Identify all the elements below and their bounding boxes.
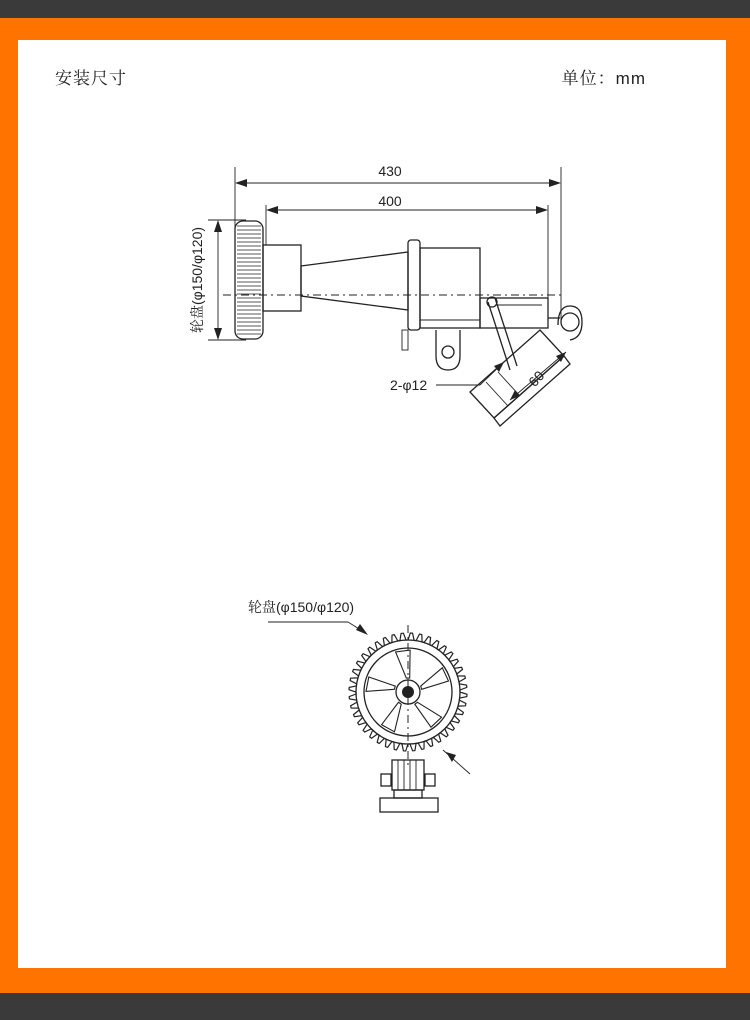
linkage-arm <box>480 297 548 370</box>
orange-frame <box>0 18 750 993</box>
dimension-400 <box>266 193 548 320</box>
side-view-drawing <box>18 40 726 480</box>
knurled-wheel-side <box>235 221 263 339</box>
housing <box>420 248 480 328</box>
hub-block <box>263 245 301 311</box>
wheel-leader-arrow <box>268 622 368 635</box>
gear-wheel-front <box>349 625 467 765</box>
top-dark-bar <box>0 0 750 18</box>
right-arrow <box>443 750 470 774</box>
front-view-drawing <box>18 580 726 860</box>
mounting-ear <box>402 330 460 370</box>
angled-bracket <box>470 330 570 426</box>
unit-label: 单位：mm <box>561 69 646 88</box>
dim-430-label: 430 <box>378 163 402 179</box>
drawing-panel <box>18 40 726 968</box>
flange <box>408 240 420 330</box>
page-title: 安装尺寸 <box>55 69 127 88</box>
hook <box>548 306 582 340</box>
wheel-label-front: 轮盘(φ150/φ120) <box>248 599 355 615</box>
base-mount-front <box>380 760 438 812</box>
dimension-430 <box>235 163 561 320</box>
dim-400-label: 400 <box>378 193 402 209</box>
bracket-dim-label: 60 <box>525 367 548 390</box>
bottom-dark-bar <box>0 993 750 1020</box>
tapered-body <box>301 252 408 310</box>
hole-label: 2-φ12 <box>390 377 428 393</box>
wheel-label-side: 轮盘(φ150/φ120) <box>189 226 205 334</box>
